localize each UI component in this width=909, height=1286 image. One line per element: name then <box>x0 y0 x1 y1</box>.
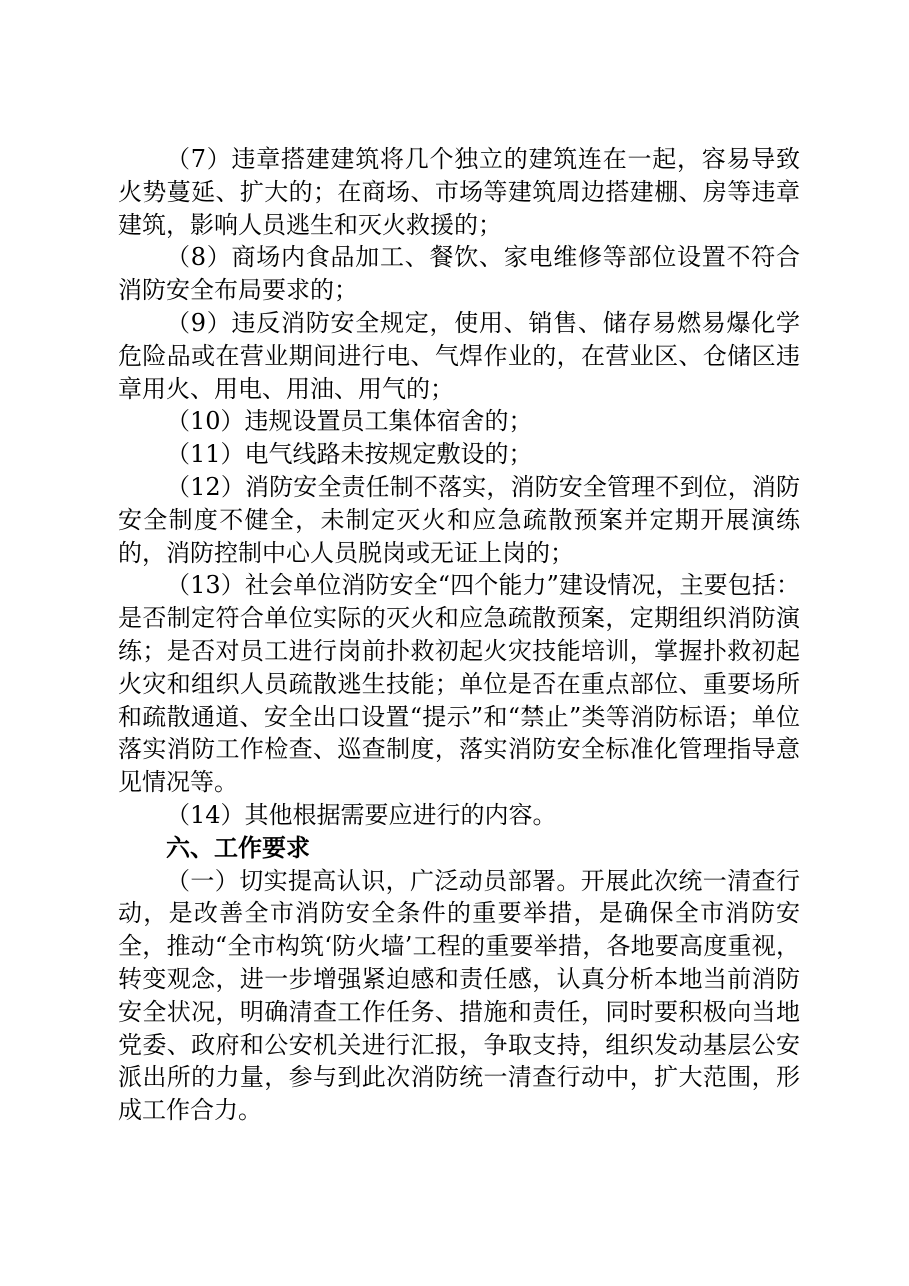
paragraph-item-14: （14）其他根据需要应进行的内容。 <box>166 800 557 829</box>
paragraph-item-10: （10）违规设置员工集体宿舍的； <box>166 407 533 436</box>
paragraph-item-9: （9）违反消防安全规定，使用、销售、储存易燃易爆化学危险品或在营业期间进行电、气焊作业的，在营业区、仓储区违章用火、用电、用油、用气的； <box>118 308 800 403</box>
paragraph-item-8: （8）商场内食品加工、餐饮、家电维修等部位设置不符合消防安全布局要求的； <box>118 243 800 305</box>
document-body <box>118 143 800 1127</box>
requirement-paragraph-1: （一）切实提高认识，广泛动员部署。开展此次统一清查行动，是改善全市消防安全条件的重要举措，是确保全市消防安全，推动“全市构筑‘防火墙’工程的重要举措，各地要高度重视，转变观念，进一步增强紧迫感和责任感，认真分析本地当前消防安全状况，明确清查工作任务、措施和责任，同时要积极向当地党委、政府和公安机关进行汇报，争取支持，组织发动基层公安派出所的力量，参与到此次消防统一清查行动中，扩大范围，形成工作合力。 <box>118 866 800 1125</box>
paragraph-item-13: （13）社会单位消防安全“四个能力”建设情况，主要包括：是否制定符合单位实际的灭火和应急疏散预案，定期组织消防演练；是否对员工进行岗前扑救初起火灾技能培训，掌握扑救初起火灾和组织人员疏散逃生技能；单位是否在重点部位、重要场所和疏散通道、安全出口设置“提示”和“禁止”类等消防标语；单位落实消防工作检查、巡查制度，落实消防安全标准化管理指导意见情况等。 <box>118 571 800 797</box>
paragraph-item-12: （12）消防安全责任制不落实，消防安全管理不到位，消防安全制度不健全，未制定灭火和应急疏散预案并定期开展演练的，消防控制中心人员脱岗或无证上岗的； <box>118 472 800 567</box>
paragraph-item-7: （7）违章搭建建筑将几个独立的建筑连在一起，容易导致火势蔓延、扩大的；在商场、市场等建筑周边搭建棚、房等违章建筑，影响人员逃生和灭火救援的； <box>118 145 800 239</box>
section-heading: 六、工作要求 <box>166 833 310 862</box>
paragraph-item-11: （11）电气线路未按规定敷设的； <box>166 440 533 469</box>
